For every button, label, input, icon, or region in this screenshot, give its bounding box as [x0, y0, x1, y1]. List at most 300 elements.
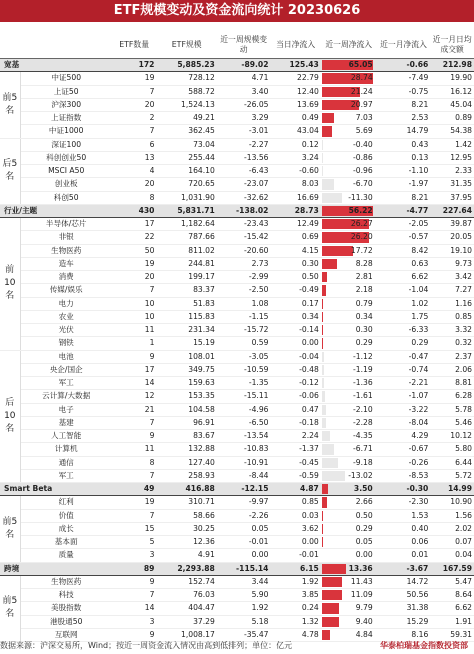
summary-row [0, 562, 474, 575]
week-flow-cell [321, 218, 377, 231]
cell-month-turnover: 19.90 [430, 72, 474, 85]
cell-size: 83.67 [156, 430, 216, 443]
table-row [0, 536, 474, 549]
cell-month-flow: 0.29 [377, 337, 431, 350]
etf-category: 互联网 [20, 628, 112, 641]
cell-count: 13 [112, 151, 157, 164]
cell-month-turnover: 3.42 [430, 271, 474, 284]
table-row [0, 443, 474, 456]
cell-day-flow: -0.01 [270, 549, 320, 562]
cell-week-change: -15.42 [217, 231, 271, 244]
etf-category: 沪深300 [20, 98, 112, 111]
week-flow-value: 0.34 [355, 311, 373, 321]
cell-week-change: -15.72 [217, 324, 271, 337]
etf-category: 港股通50 [20, 615, 112, 628]
etf-category: 质量 [20, 549, 112, 562]
week-flow-bar [322, 603, 340, 613]
cell-week-change: -35.47 [217, 628, 271, 641]
week-flow-value: 3.50 [353, 484, 373, 494]
week-flow-value: 13.36 [348, 563, 373, 573]
cell-day-flow: -0.14 [270, 324, 320, 337]
cell-month-turnover: 2.33 [430, 165, 474, 178]
table-row [0, 390, 474, 403]
cell-week-change: 3.40 [217, 85, 271, 98]
etf-flow-table [0, 32, 474, 642]
cell-month-flow: -1.04 [377, 284, 431, 297]
header-row [0, 32, 474, 59]
cell-month-turnover: 45.04 [430, 98, 474, 111]
cell-size: 1,524.13 [156, 98, 216, 111]
column-header [0, 32, 112, 59]
week-flow-cell [321, 416, 377, 429]
table-row [0, 337, 474, 350]
week-flow-cell [321, 483, 377, 496]
cell-count: 20 [112, 271, 157, 284]
cell-count: 8 [112, 456, 157, 469]
table-row [0, 297, 474, 310]
cell-month-turnover: 2.02 [430, 522, 474, 535]
etf-category: 价值 [20, 509, 112, 522]
etf-category: 农业 [20, 310, 112, 323]
cell-size: 787.66 [156, 231, 216, 244]
cell-day-flow: 6.15 [270, 562, 320, 575]
week-flow-value: 21.24 [350, 86, 373, 96]
week-flow-cell [321, 363, 377, 376]
table-row [0, 271, 474, 284]
cell-count: 17 [112, 218, 157, 231]
column-header: 近一周规模变动 [217, 32, 271, 59]
cell-month-flow: 0.06 [377, 536, 431, 549]
cell-month-turnover: 2.06 [430, 363, 474, 376]
cell-count: 20 [112, 98, 157, 111]
week-flow-cell [321, 244, 377, 257]
cell-size: 51.83 [156, 297, 216, 310]
week-flow-cell [321, 138, 377, 151]
cell-size: 37.29 [156, 615, 216, 628]
cell-week-change: -89.02 [217, 59, 271, 72]
cell-week-change: -26.05 [217, 98, 271, 111]
column-header: 当日净流入 [270, 32, 320, 59]
cell-size: 231.34 [156, 324, 216, 337]
cell-month-flow: -6.33 [377, 324, 431, 337]
cell-week-change: -1.35 [217, 377, 271, 390]
week-flow-bar [322, 246, 354, 256]
week-flow-value: -11.30 [348, 192, 373, 202]
week-flow-cell [321, 98, 377, 111]
cell-week-change: -12.15 [217, 483, 271, 496]
week-flow-value: -9.18 [353, 457, 373, 467]
week-flow-value: -1.36 [353, 378, 373, 388]
week-flow-bar [322, 352, 324, 362]
cell-month-flow: -0.66 [377, 59, 431, 72]
column-header: ETF数量 [112, 32, 157, 59]
week-flow-cell [321, 430, 377, 443]
cell-count: 20 [112, 178, 157, 191]
cell-count: 3 [112, 615, 157, 628]
cell-day-flow: 12.49 [270, 218, 320, 231]
cell-day-flow: 4.15 [270, 244, 320, 257]
cell-count: 14 [112, 602, 157, 615]
cell-size: 1,182.64 [156, 218, 216, 231]
week-flow-bar [322, 140, 323, 150]
cell-day-flow: 22.79 [270, 72, 320, 85]
table-row [0, 469, 474, 482]
cell-size: 83.37 [156, 284, 216, 297]
cell-count: 7 [112, 416, 157, 429]
cell-month-turnover: 5.80 [430, 443, 474, 456]
table-row [0, 231, 474, 244]
cell-day-flow: 125.43 [270, 59, 320, 72]
cell-size: 4.91 [156, 549, 216, 562]
cell-count: 10 [112, 310, 157, 323]
cell-day-flow: 0.69 [270, 231, 320, 244]
week-flow-bar [322, 259, 337, 269]
cell-day-flow: 2.24 [270, 430, 320, 443]
week-flow-bar [322, 299, 323, 309]
cell-week-change: -10.59 [217, 363, 271, 376]
cell-month-turnover: 7.27 [430, 284, 474, 297]
cell-week-change: -23.43 [217, 218, 271, 231]
cell-week-change: -138.02 [217, 204, 271, 217]
cell-month-flow: -7.49 [377, 72, 431, 85]
etf-category: 钢铁 [20, 337, 112, 350]
cell-day-flow: 0.00 [270, 536, 320, 549]
week-flow-value: 17.72 [350, 245, 373, 255]
cell-size: 49.21 [156, 112, 216, 125]
table-row [0, 589, 474, 602]
week-flow-cell [321, 125, 377, 138]
cell-month-turnover: 37.95 [430, 191, 474, 204]
cell-count: 21 [112, 403, 157, 416]
cell-day-flow: 0.49 [270, 112, 320, 125]
column-header: 近一月净流入 [377, 32, 431, 59]
cell-day-flow: 1.92 [270, 575, 320, 588]
table-row [0, 151, 474, 164]
cell-month-flow: 31.38 [377, 602, 431, 615]
week-flow-value: 11.43 [350, 576, 373, 586]
cell-week-change: 1.08 [217, 297, 271, 310]
week-flow-bar [322, 391, 325, 401]
week-flow-bar [322, 590, 342, 600]
week-flow-bar [322, 497, 327, 507]
cell-week-change: 5.18 [217, 615, 271, 628]
category-name: 宽基 [0, 59, 112, 72]
cell-month-flow: -3.67 [377, 562, 431, 575]
table-row [0, 218, 474, 231]
week-flow-value: 0.30 [355, 325, 373, 335]
cell-month-flow: -0.26 [377, 456, 431, 469]
week-flow-value: 56.22 [348, 205, 373, 215]
cell-day-flow: 3.62 [270, 522, 320, 535]
etf-category: 电池 [20, 350, 112, 363]
cell-count: 14 [112, 377, 157, 390]
cell-month-turnover: 0.32 [430, 337, 474, 350]
week-flow-cell [321, 231, 377, 244]
week-flow-value: -2.28 [353, 417, 373, 427]
cell-month-turnover: 16.12 [430, 85, 474, 98]
cell-month-flow: 8.42 [377, 244, 431, 257]
etf-category: 电力 [20, 297, 112, 310]
cell-size: 2,293.88 [156, 562, 216, 575]
week-flow-bar [322, 577, 342, 587]
week-flow-value: 0.05 [355, 537, 373, 547]
cell-week-change: -6.43 [217, 165, 271, 178]
cell-week-change: 0.05 [217, 522, 271, 535]
cell-size: 404.47 [156, 602, 216, 615]
cell-month-turnover: 6.44 [430, 456, 474, 469]
table-row [0, 244, 474, 257]
cell-month-turnover: 8.64 [430, 589, 474, 602]
cell-month-turnover: 10.12 [430, 430, 474, 443]
table-row [0, 165, 474, 178]
cell-day-flow: 0.24 [270, 602, 320, 615]
cell-day-flow: -0.04 [270, 350, 320, 363]
cell-month-flow: 8.21 [377, 191, 431, 204]
week-flow-cell [321, 297, 377, 310]
cell-size: 811.02 [156, 244, 216, 257]
cell-month-flow: 8.16 [377, 628, 431, 641]
cell-month-turnover: 14.99 [430, 483, 474, 496]
group-label: 前10名 [0, 218, 20, 351]
summary-row [0, 204, 474, 217]
cell-size: 5,885.23 [156, 59, 216, 72]
cell-month-flow: 50.56 [377, 589, 431, 602]
cell-day-flow: 12.40 [270, 85, 320, 98]
week-flow-cell [321, 443, 377, 456]
cell-size: 1,008.17 [156, 628, 216, 641]
cell-day-flow: 4.87 [270, 483, 320, 496]
cell-day-flow: -0.59 [270, 469, 320, 482]
cell-day-flow: -0.49 [270, 284, 320, 297]
week-flow-value: -4.35 [353, 431, 373, 441]
table-row [0, 112, 474, 125]
cell-count: 8 [112, 191, 157, 204]
table-row [0, 575, 474, 588]
cell-month-flow: -0.74 [377, 363, 431, 376]
week-flow-bar [322, 617, 339, 627]
cell-day-flow: 4.78 [270, 628, 320, 641]
column-header: ETF规模 [156, 32, 216, 59]
cell-count: 3 [112, 549, 157, 562]
week-flow-value: 11.09 [350, 590, 373, 600]
cell-month-turnover: 1.91 [430, 615, 474, 628]
cell-count: 9 [112, 575, 157, 588]
cell-size: 73.04 [156, 138, 216, 151]
cell-size: 199.17 [156, 271, 216, 284]
cell-month-turnover: 10.90 [430, 496, 474, 509]
week-flow-value: 65.05 [348, 60, 373, 70]
cell-month-flow: -8.53 [377, 469, 431, 482]
cell-month-turnover: 167.59 [430, 562, 474, 575]
week-flow-cell [321, 112, 377, 125]
cell-month-turnover: 12.95 [430, 151, 474, 164]
week-flow-cell [321, 324, 377, 337]
cell-count: 9 [112, 350, 157, 363]
cell-week-change: -23.07 [217, 178, 271, 191]
week-flow-bar [322, 630, 331, 640]
week-flow-cell [321, 562, 377, 575]
table-row [0, 496, 474, 509]
week-flow-cell [321, 178, 377, 191]
week-flow-bar [322, 458, 338, 468]
week-flow-cell [321, 337, 377, 350]
etf-category: 央企/国企 [20, 363, 112, 376]
etf-category: 生物医药 [20, 244, 112, 257]
week-flow-value: -6.70 [353, 179, 373, 189]
week-flow-cell [321, 191, 377, 204]
cell-count: 19 [112, 496, 157, 509]
week-flow-value: 5.69 [355, 126, 373, 136]
week-flow-value: -1.19 [353, 364, 373, 374]
week-flow-value: 20.97 [350, 99, 373, 109]
week-flow-bar [322, 338, 323, 348]
week-flow-cell [321, 390, 377, 403]
week-flow-value: 0.29 [355, 523, 373, 533]
cell-size: 362.45 [156, 125, 216, 138]
week-flow-value: 28.74 [350, 73, 373, 83]
cell-count: 89 [112, 562, 157, 575]
cell-size: 5,831.71 [156, 204, 216, 217]
cell-day-flow: -0.45 [270, 456, 320, 469]
summary-row [0, 59, 474, 72]
table-row [0, 456, 474, 469]
cell-size: 1,031.90 [156, 191, 216, 204]
cell-week-change: 3.29 [217, 112, 271, 125]
cell-month-flow: 8.21 [377, 98, 431, 111]
etf-category: 计算机 [20, 443, 112, 456]
etf-category: MSCI A50 [20, 165, 112, 178]
cell-size: 127.40 [156, 456, 216, 469]
cell-week-change: -10.91 [217, 456, 271, 469]
category-name: 跨境 [0, 562, 112, 575]
week-flow-bar [322, 285, 326, 295]
etf-category: 光伏 [20, 324, 112, 337]
week-flow-bar [322, 272, 327, 282]
column-header: 近一月日均成交额 [430, 32, 474, 59]
table-row [0, 509, 474, 522]
footer-source: 数据来源：沪深交易所，Wind；按近一周资金流入情况由高到低排列；单位：亿元 [0, 641, 293, 650]
etf-category: 科创创业50 [20, 151, 112, 164]
cell-month-turnover: 5.47 [430, 575, 474, 588]
week-flow-value: -0.86 [353, 152, 373, 162]
cell-week-change: -1.15 [217, 310, 271, 323]
cell-month-turnover: 39.87 [430, 218, 474, 231]
cell-day-flow: 3.24 [270, 151, 320, 164]
table-row [0, 430, 474, 443]
cell-size: 30.25 [156, 522, 216, 535]
cell-size: 12.36 [156, 536, 216, 549]
table-row [0, 72, 474, 85]
table-row [0, 602, 474, 615]
week-flow-bar [322, 179, 334, 189]
table-row [0, 549, 474, 562]
week-flow-value: -6.71 [353, 444, 373, 454]
cell-day-flow: 0.85 [270, 496, 320, 509]
summary-row [0, 483, 474, 496]
cell-month-turnover: 1.16 [430, 297, 474, 310]
week-flow-cell [321, 522, 377, 535]
table-row [0, 416, 474, 429]
cell-month-turnover: 0.04 [430, 549, 474, 562]
cell-week-change: -10.83 [217, 443, 271, 456]
week-flow-value: 26.20 [350, 232, 373, 242]
cell-count: 9 [112, 430, 157, 443]
cell-size: 152.74 [156, 575, 216, 588]
etf-category: 军工 [20, 377, 112, 390]
cell-month-flow: -3.22 [377, 403, 431, 416]
etf-category: 红利 [20, 496, 112, 509]
table-row [0, 363, 474, 376]
etf-category: 人工智能 [20, 430, 112, 443]
cell-week-change: -6.50 [217, 416, 271, 429]
cell-size: 255.44 [156, 151, 216, 164]
cell-day-flow: 0.30 [270, 257, 320, 270]
cell-month-flow: -0.30 [377, 483, 431, 496]
cell-week-change: -3.01 [217, 125, 271, 138]
table-row [0, 85, 474, 98]
category-name: Smart Beta [0, 483, 112, 496]
cell-month-flow: -0.57 [377, 231, 431, 244]
group-label: 前5名 [0, 496, 20, 562]
table-row [0, 615, 474, 628]
cell-size: 96.91 [156, 416, 216, 429]
etf-category: 造车 [20, 257, 112, 270]
table-row [0, 310, 474, 323]
week-flow-cell [321, 204, 377, 217]
table-row [0, 522, 474, 535]
cell-month-turnover: 5.72 [430, 469, 474, 482]
week-flow-value: -1.12 [353, 351, 373, 361]
group-label: 前5名 [0, 72, 20, 138]
cell-week-change: -15.11 [217, 390, 271, 403]
cell-month-turnover: 0.89 [430, 112, 474, 125]
week-flow-cell [321, 257, 377, 270]
cell-size: 164.10 [156, 165, 216, 178]
cell-count: 2 [112, 112, 157, 125]
week-flow-value: 0.00 [355, 550, 373, 560]
week-flow-value: -0.40 [353, 139, 373, 149]
cell-month-flow: -2.30 [377, 496, 431, 509]
week-flow-bar [322, 484, 328, 494]
week-flow-cell [321, 628, 377, 641]
etf-category: 云计算/大数据 [20, 390, 112, 403]
week-flow-value: 0.50 [355, 510, 373, 520]
cell-size: 108.01 [156, 350, 216, 363]
cell-month-flow: -4.77 [377, 204, 431, 217]
cell-size: 349.75 [156, 363, 216, 376]
week-flow-cell [321, 151, 377, 164]
cell-count: 17 [112, 363, 157, 376]
cell-week-change: 1.92 [217, 602, 271, 615]
week-flow-value: -0.96 [353, 166, 373, 176]
cell-day-flow: 0.50 [270, 271, 320, 284]
week-flow-value: 26.27 [350, 219, 373, 229]
cell-size: 132.88 [156, 443, 216, 456]
cell-count: 172 [112, 59, 157, 72]
etf-category: 中证500 [20, 72, 112, 85]
cell-month-flow: -1.07 [377, 390, 431, 403]
cell-count: 5 [112, 536, 157, 549]
cell-month-turnover: 0.85 [430, 310, 474, 323]
week-flow-cell [321, 509, 377, 522]
etf-category: 上证50 [20, 85, 112, 98]
cell-day-flow: 28.73 [270, 204, 320, 217]
etf-category: 通信 [20, 456, 112, 469]
cell-month-flow: -2.21 [377, 377, 431, 390]
week-flow-bar [322, 564, 346, 574]
etf-category: 传媒/娱乐 [20, 284, 112, 297]
week-flow-cell [321, 165, 377, 178]
